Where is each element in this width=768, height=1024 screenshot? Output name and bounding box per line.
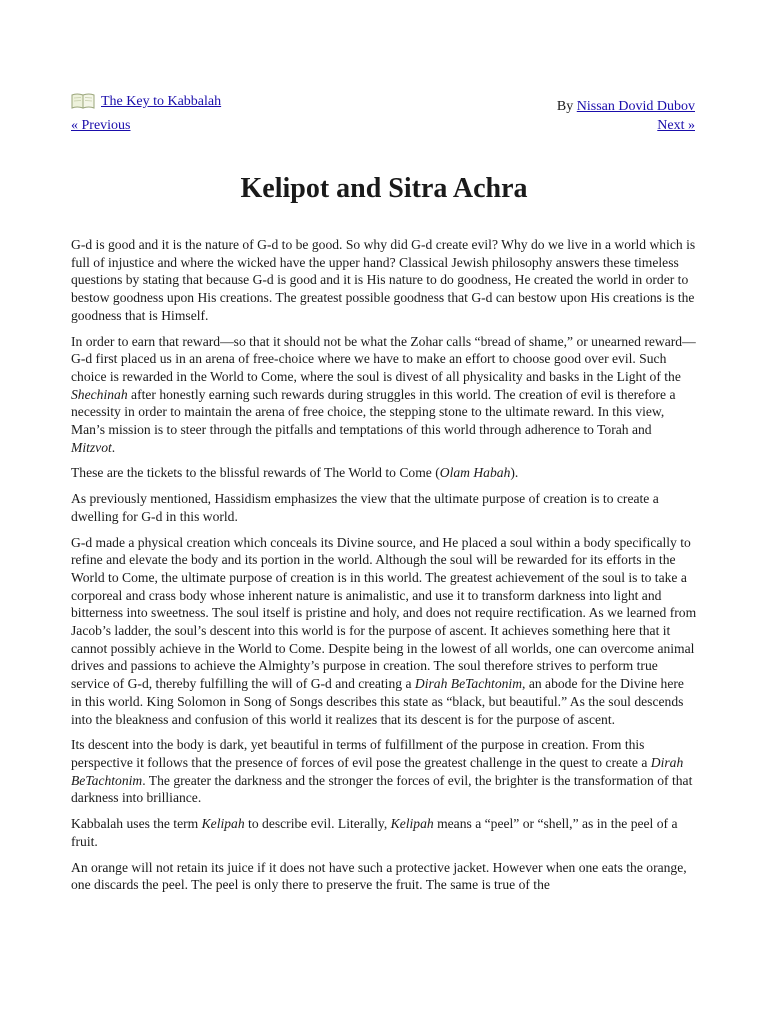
article-paragraph (71, 464, 697, 482)
article-paragraph (71, 490, 697, 525)
author-byline (557, 98, 695, 116)
text-segment: As previously mentioned, Hassidism emphasizes the view that the ultimate purpose of creation is to create a dwelling for G-d in this world. (71, 491, 659, 524)
text-segment: ). (510, 465, 519, 481)
book-link-group[interactable] (71, 93, 221, 111)
text-segment: , an abode for the Divine here in this world. King Solomon in Song of Songs describes this state as “black, but beautiful.” As the soul descends into the bleakness and confusion of this world it realizes that its descent is for the purpose of ascent. (71, 676, 684, 727)
text-segment: means a “peel” or “shell,” as in the peel of a fruit. (71, 816, 678, 849)
italic-term: Dirah BeTachtonim (71, 754, 684, 788)
text-segment: after honestly earning such rewards during struggles in this world. The creation of evil is therefore a necessity in order to maintain the arena of free choice, the stepping stone to the ultimate reward. In this view, Man’s mission is to steer through the pitfalls and temptations of this world through adherence to Torah and (71, 386, 676, 438)
pagination-nav (71, 117, 695, 135)
article-paragraph (71, 859, 697, 894)
text-segment: Kabbalah uses the term (71, 816, 202, 832)
text-segment: These are the tickets to the blissful rewards of The World to Come ( (71, 465, 440, 481)
book-title-link[interactable]: The Key to Kabbalah (101, 94, 222, 109)
text-segment: G-d is good and it is the nature of G-d to be good. So why did G-d create evil? Why do we live in a world which is full of injustice and where the wicked have the upper hand? Classical Jewish philosophy answers these timeless questions by stating that because G-d is good and it is His nature to do goodness, He created the world in order to bestow goodness upon His creations. The greatest possible goodness that G-d can bestow upon His creations is the goodness that is Himself. (71, 237, 696, 323)
text-segment: . (111, 439, 116, 455)
article-paragraph (71, 236, 697, 325)
italic-term: Shechinah (71, 386, 128, 402)
text-segment: G-d made a physical creation which conceals its Divine source, and He placed a soul within a body specifically to refine and elevate the body and its portion in the world. Although the soul will be rewarded for its efforts in the World to Come, the ultimate purpose of creation is in this world. The greatest achievement of the soul is to take a corporeal and crass body whose inherent nature is animalistic, and use it to transform darkness into light and bitterness into sweetness. The soul itself is pristine and holy, and does not require rectification. As we learned from Jacob’s ladder, the soul’s descent into this world is for the purpose of ascent. It achieves something here that it cannot possibly achieve in the World to Come. Despite being in the lowest of all worlds, one can overcome animal drives and passions to achieve the Almighty’s purpose in creation. The soul therefore strives to perform true service of G-d, thereby fulfilling the will of G-d and creating a (71, 534, 697, 692)
italic-term: Kelipah (201, 816, 245, 832)
text-segment: . The greater the darkness and the stronger the forces of evil, the brighter is the transformation of that darkness into brilliance. (71, 772, 693, 806)
text-segment: An orange will not retain its juice if it does not have such a protective jacket. However when one eats the orange, one discards the peel. The peel is only there to preserve the fruit. The same is true of the (71, 859, 687, 893)
author-link[interactable]: Nissan Dovid Dubov (576, 99, 695, 114)
open-book-icon[interactable] (71, 92, 95, 109)
text-segment: Its descent into the body is dark, yet beautiful in terms of fulfillment of the purpose in creation. From this perspective it follows that the presence of forces of evil pose the greatest challenge in the quest to create a (71, 737, 651, 770)
article-title: Kelipot and Sitra Achra (240, 173, 528, 204)
italic-term: Dirah BeTachtonim (414, 676, 523, 692)
italic-term: Mitzvot (71, 439, 112, 455)
italic-term: Olam Habah (439, 465, 511, 481)
previous-link[interactable]: « Previous (71, 118, 131, 133)
header-nav (71, 93, 695, 114)
article-body (71, 236, 697, 902)
by-label: By (556, 99, 577, 114)
article-paragraph (71, 534, 697, 729)
italic-term: Kelipah (390, 816, 434, 832)
text-segment: In order to earn that reward—so that it should not be what the Zohar calls “bread of shame,” or unearned reward—G-d first placed us in an arena of free-choice where we have to make an effort to choose good over evil. Such choice is rewarded in the World to Come, where the soul is divest of all physicality and basks in the Light of the (71, 333, 696, 384)
text-segment: to describe evil. Literally, (244, 816, 391, 832)
next-link[interactable]: Next » (657, 118, 695, 133)
article-paragraph (71, 736, 697, 807)
article-paragraph (71, 815, 697, 850)
article-paragraph (71, 333, 697, 457)
